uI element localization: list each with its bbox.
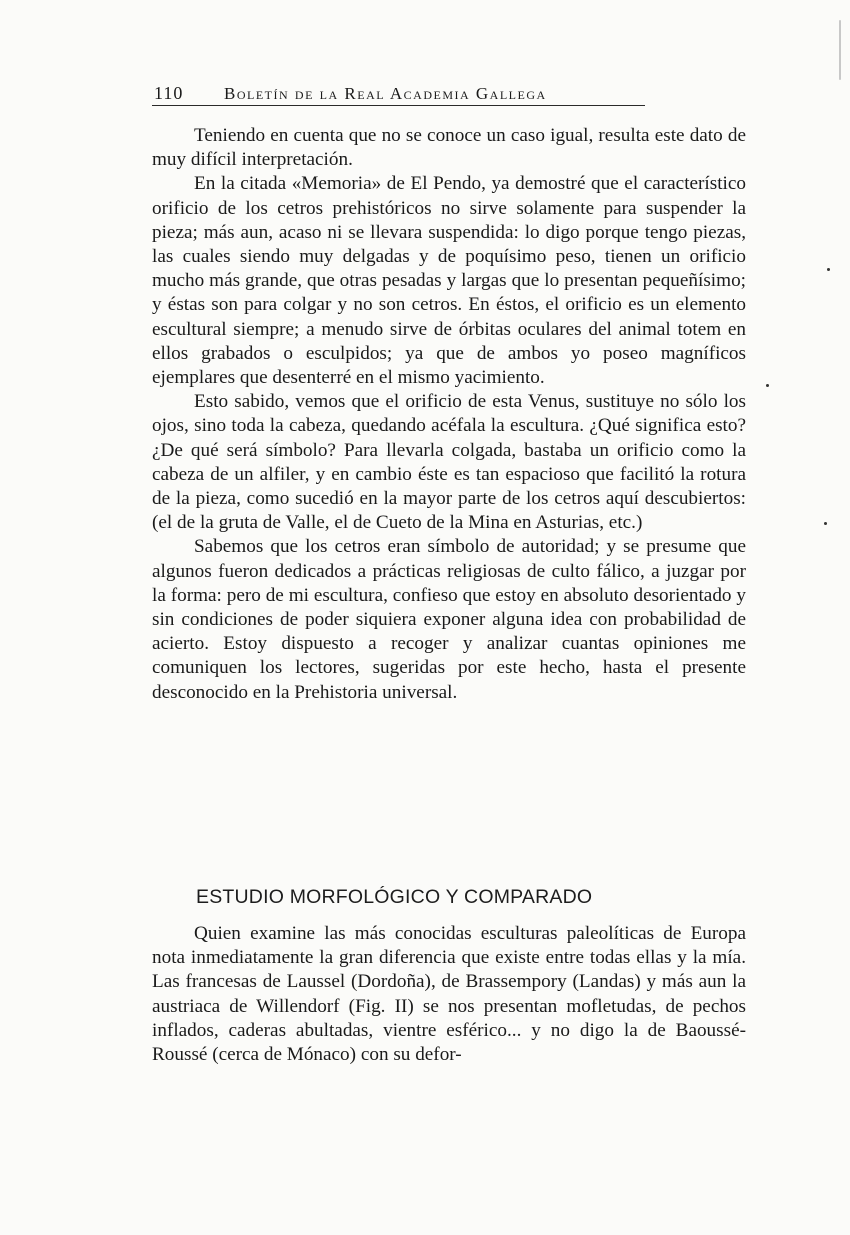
- journal-title: Boletín de la Real Academia Gallega: [224, 84, 547, 103]
- section-heading: ESTUDIO MORFOLÓGICO Y COMPARADO: [196, 886, 593, 908]
- scan-speck: [766, 384, 769, 387]
- scan-speck: [839, 20, 841, 80]
- page-number: 110: [154, 83, 184, 103]
- section-body: [152, 922, 746, 1067]
- paragraph: Quien examine las más conocidas esculturas paleolíticas de Europa nota inmediatamente la gran diferencia que existe entre todas ellas y la mía. Las francesas de Laussel (Dordoña), de Brassempory (Landas) y más aun la austriaca de Willendorf (Fig. II) se nos presentan mofletudas, de pechos inflados, caderas abultadas, vientre esférico... y no digo la de Baoussé-Roussé (cerca de Mónaco) con su defor-: [152, 923, 746, 1066]
- paragraph: Sabemos que los cetros eran símbolo de autoridad; y se presume que algunos fueron dedicados a prácticas religiosas de culto fálico, a juzgar por la forma: pero de mi escultura, confieso que estoy en absoluto desorientado y sin condiciones de poder siquiera exponer alguna idea con probabilidad de acierto. Estoy dispuesto a recoger y analizar cuantas opiniones me comuniquen los lectores, sugeridas por este hecho, hasta el presente desconocido en la Prehistoria universal.: [152, 536, 746, 703]
- body-text: [152, 124, 746, 705]
- scan-speck: [824, 522, 827, 525]
- scan-speck: [827, 268, 830, 271]
- running-header: [154, 83, 644, 104]
- paragraph: En la citada «Memoria» de El Pendo, ya demostré que el característico orificio de los cetros prehistóricos no sirve solamente para suspender la pieza; más aun, acaso ni se llevara suspendida: lo digo porque tengo piezas, las cuales siendo muy delgadas y de poquísimo peso, tienen un orificio mucho más grande, que otras pesadas y largas que lo presentan pequeñísimo; y éstas son para colgar y no son cetros. En éstos, el orificio es un elemento escultural siempre; a menudo sirve de órbitas oculares del animal totem en ellos grabados o esculpidos; ya que de ambos yo poseo magníficos ejemplares que desenterré en el mismo yacimiento.: [152, 173, 746, 389]
- paragraph: Esto sabido, vemos que el orificio de esta Venus, sustituye no sólo los ojos, sino toda la cabeza, quedando acéfala la escultura. ¿Qué significa esto? ¿De qué será símbolo? Para llevarla colgada, bastaba un orificio como la cabeza de un alfiler, y en cambio éste es tan espacioso que facilitó la rotura de la pieza, como sucedió en la mayor parte de los cetros aquí descubiertos: (el de la gruta de Valle, el de Cueto de la Mina en Asturias, etc.): [152, 391, 746, 534]
- paragraph: Teniendo en cuenta que no se conoce un caso igual, resulta este dato de muy difícil interpretación.: [152, 125, 746, 171]
- header-rule: [152, 105, 645, 106]
